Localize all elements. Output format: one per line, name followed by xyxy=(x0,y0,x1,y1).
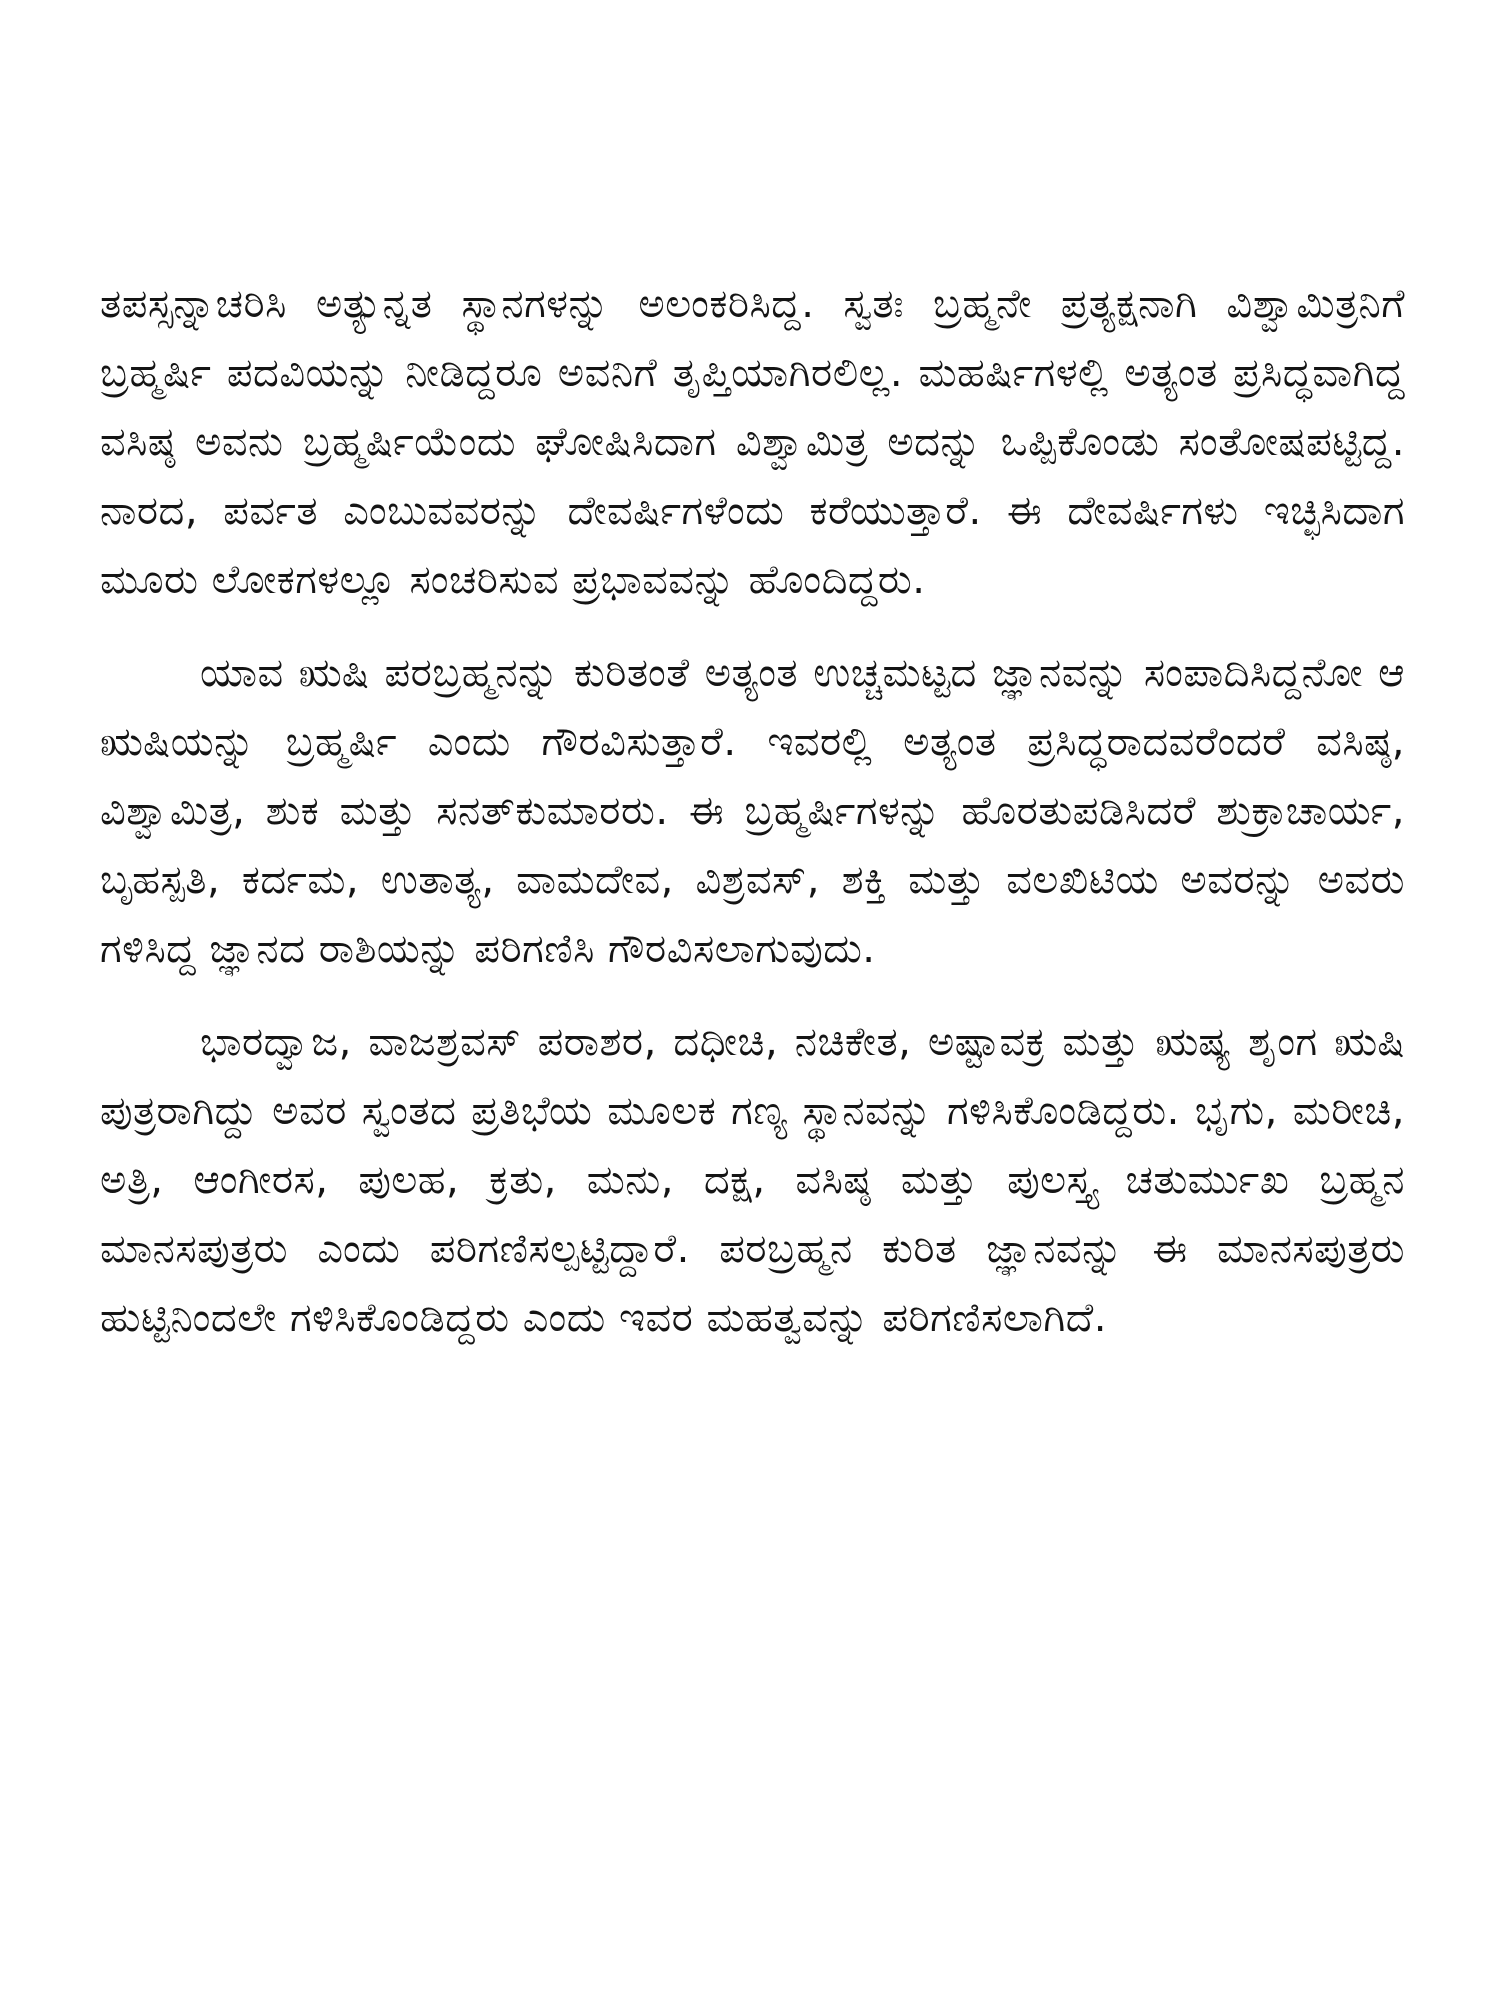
body-text xyxy=(100,270,1405,1353)
paragraph-1: ತಪಸ್ಸನ್ನಾಚರಿಸಿ ಅತ್ಯುನ್ನತ ಸ್ಥಾನಗಳನ್ನು ಅಲಂಕರಿಸಿದ್ದ. ಸ್ವತಃ ಬ್ರಹ್ಮನೇ ಪ್ರತ್ಯಕ್ಷನಾಗಿ ವಿಶ್ವಾಮಿತ್ರನಿಗೆ ಬ್ರಹ್ಮರ್ಷಿ ಪದವಿಯನ್ನು ನೀಡಿದ್ದರೂ ಅವನಿಗೆ ತೃಪ್ತಿಯಾಗಿರಲಿಲ್ಲ. ಮಹರ್ಷಿಗಳಲ್ಲಿ ಅತ್ಯಂತ ಪ್ರಸಿದ್ಧವಾಗಿದ್ದ ವಸಿಷ್ಠ ಅವನು ಬ್ರಹ್ಮರ್ಷಿಯೆಂದು ಘೋಷಿಸಿದಾಗ ವಿಶ್ವಾಮಿತ್ರ ಅದನ್ನು ಒಪ್ಪಿಕೊಂಡು ಸಂತೋಷಪಟ್ಟಿದ್ದ. ನಾರದ, ಪರ್ವತ ಎಂಬುವವರನ್ನು ದೇವರ್ಷಿಗಳೆಂದು ಕರೆಯುತ್ತಾರೆ. ಈ ದೇವರ್ಷಿಗಳು ಇಚ್ಛಿಸಿದಾಗ ಮೂರು ಲೋಕಗಳಲ್ಲೂ ಸಂಚರಿಸುವ ಪ್ರಭಾವವನ್ನು ಹೊಂದಿದ್ದರು. xyxy=(100,281,1405,603)
paragraph-2: ಯಾವ ಋಷಿ ಪರಬ್ರಹ್ಮನನ್ನು ಕುರಿತಂತೆ ಅತ್ಯಂತ ಉಚ್ಚಮಟ್ಟದ ಜ್ಞಾನವನ್ನು ಸಂಪಾದಿಸಿದ್ದನೋ ಆ ಋಷಿಯನ್ನು ಬ್ರಹ್ಮರ್ಷಿ ಎಂದು ಗೌರವಿಸುತ್ತಾರೆ. ಇವರಲ್ಲಿ ಅತ್ಯಂತ ಪ್ರಸಿದ್ಧರಾದವರೆಂದರೆ ವಸಿಷ್ಠ, ವಿಶ್ವಾಮಿತ್ರ, ಶುಕ ಮತ್ತು ಸನತ್‌ಕುಮಾರರು. ಈ ಬ್ರಹ್ಮರ್ಷಿಗಳನ್ನು ಹೊರತುಪಡಿಸಿದರೆ ಶುಕ್ರಾಚಾರ್ಯ, ಬೃಹಸ್ಪತಿ, ಕರ್ದಮ, ಉತಾತ್ಯ, ವಾಮದೇವ, ವಿಶ್ರವಸ್, ಶಕ್ತಿ ಮತ್ತು ವಲಖಿಟಿಯ ಅವರನ್ನು ಅವರು ಗಳಿಸಿದ್ದ ಜ್ಞಾನದ ರಾಶಿಯನ್ನು ಪರಿಗಣಿಸಿ ಗೌರವಿಸಲಾಗುವುದು. xyxy=(100,650,1405,972)
paragraph-3: ಭಾರದ್ವಾಜ, ವಾಜಶ್ರವಸ್ ಪರಾಶರ, ದಧೀಚಿ, ನಚಿಕೇತ, ಅಷ್ಟಾವಕ್ರ ಮತ್ತು ಋಷ್ಯ ಶೃಂಗ ಋಷಿ ಪುತ್ರರಾಗಿದ್ದು ಅವರ ಸ್ವಂತದ ಪ್ರತಿಭೆಯ ಮೂಲಕ ಗಣ್ಯ ಸ್ಥಾನವನ್ನು ಗಳಿಸಿಕೊಂಡಿದ್ದರು. ಭೃಗು, ಮರೀಚಿ, ಅತ್ರಿ, ಆಂಗೀರಸ, ಪುಲಹ, ಕ್ರತು, ಮನು, ದಕ್ಷ, ವಸಿಷ್ಠ ಮತ್ತು ಪುಲಸ್ತ್ಯ ಚತುರ್ಮುಖ ಬ್ರಹ್ಮನ ಮಾನಸಪುತ್ರರು ಎಂದು ಪರಿಗಣಿಸಲ್ಪಟ್ಟಿದ್ದಾರೆ. ಪರಬ್ರಹ್ಮನ ಕುರಿತ ಜ್ಞಾನವನ್ನು ಈ ಮಾನಸಪುತ್ರರು ಹುಟ್ಟಿನಿಂದಲೇ ಗಳಿಸಿಕೊಂಡಿದ್ದರು ಎಂದು ಇವರ ಮಹತ್ವವನ್ನು ಪರಿಗಣಿಸಲಾಗಿದೆ. xyxy=(100,1019,1405,1341)
